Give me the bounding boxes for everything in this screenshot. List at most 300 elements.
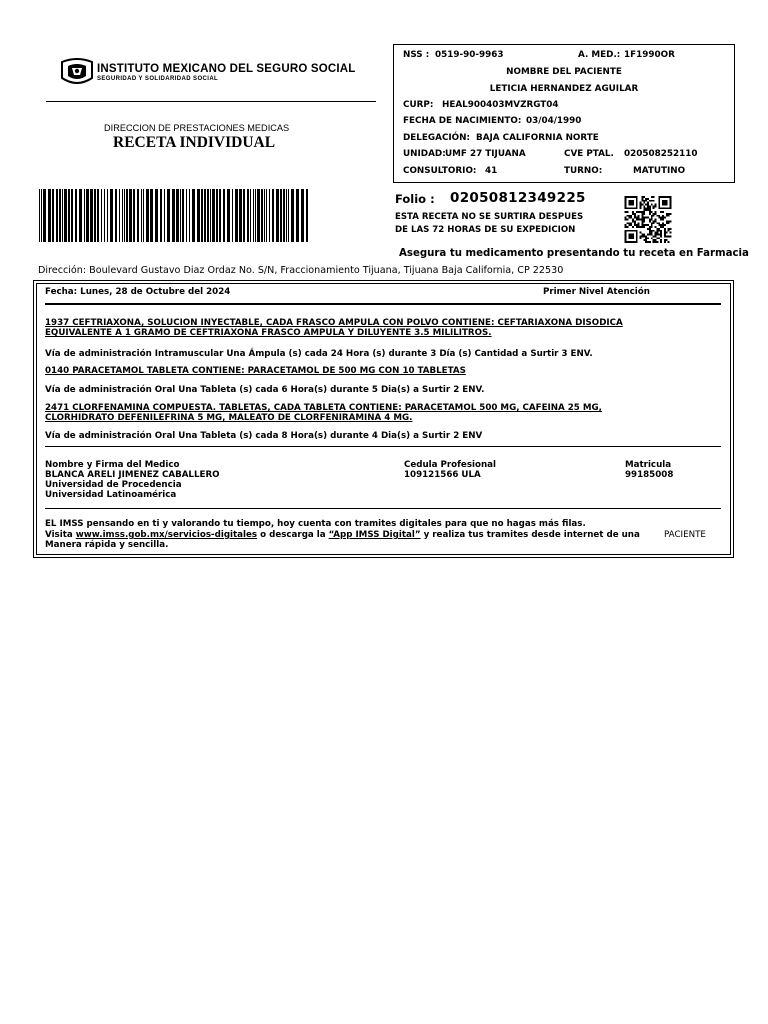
- medication-1-line2: EQUIVALENTE A 1 GRAMO DE CEFTRIAXONA FRASCO AMPULA Y DILUYENTE 3.5 MILILITROS.: [45, 328, 492, 338]
- qr-module: [626, 219, 628, 221]
- qr-module: [641, 204, 643, 206]
- barcode-bar: [84, 189, 85, 242]
- qr-module: [647, 202, 649, 204]
- qr-module: [649, 209, 651, 211]
- qr-module: [653, 239, 655, 241]
- qr-module: [655, 232, 657, 234]
- qr-module: [636, 219, 638, 221]
- qr-module: [626, 211, 628, 213]
- qr-module: [651, 230, 653, 232]
- qr-module: [662, 217, 664, 219]
- document-title: RECETA INDIVIDUAL: [113, 134, 276, 151]
- qr-module: [638, 217, 640, 219]
- barcode-bar: [126, 189, 128, 242]
- qr-module: [649, 205, 651, 207]
- qr-module: [653, 230, 655, 232]
- care-level: Primer Nivel Atención: [543, 287, 650, 297]
- barcode-bar: [301, 189, 304, 242]
- barcode-bar: [68, 189, 70, 242]
- copy-label: PACIENTE: [664, 530, 706, 540]
- qr-module: [658, 234, 660, 236]
- qr-module: [653, 205, 655, 207]
- qr-module: [636, 224, 638, 226]
- doctor-heading: Nombre y Firma del Medico: [45, 460, 180, 470]
- qr-module: [655, 234, 657, 236]
- qr-module: [658, 217, 660, 219]
- barcode-bar: [201, 189, 203, 242]
- qr-module: [670, 235, 672, 237]
- qr-module: [641, 220, 643, 222]
- remaining-text: y realiza tus tramites desde internet de una: [420, 530, 640, 540]
- qr-module: [666, 213, 668, 215]
- qr-module: [649, 219, 651, 221]
- date-divider: [45, 303, 721, 305]
- qr-module: [640, 235, 642, 237]
- barcode-bar: [223, 189, 225, 242]
- qr-module: [651, 211, 653, 213]
- qr-module: [660, 226, 662, 228]
- qr-module: [664, 241, 666, 243]
- qr-module: [638, 211, 640, 213]
- visit-text: Visita: [45, 530, 76, 540]
- qr-module: [641, 217, 643, 219]
- qr-module: [634, 220, 636, 222]
- qr-module: [658, 228, 660, 230]
- barcode-bar: [247, 189, 249, 242]
- qr-module: [628, 217, 630, 219]
- qr-module: [660, 235, 662, 237]
- qr-module: [651, 226, 653, 228]
- barcode-bar: [266, 189, 267, 242]
- qr-module: [647, 224, 649, 226]
- barcode-bar: [75, 189, 77, 242]
- qr-module: [670, 228, 672, 230]
- digital-services-line1: EL IMSS pensando en ti y valorando tu tiempo, hoy cuenta con tramites digitales para que no hagas más filas.: [45, 519, 586, 529]
- barcode-bar: [253, 189, 254, 242]
- qr-module: [634, 213, 636, 215]
- qr-module: [640, 237, 642, 239]
- qr-module: [647, 204, 649, 206]
- barcode-bar: [97, 189, 99, 242]
- qr-module: [630, 217, 632, 219]
- qr-module: [662, 224, 664, 226]
- barcode-bar: [124, 189, 125, 242]
- qr-module: [645, 198, 647, 200]
- qr-module: [655, 204, 657, 206]
- barcode-bar: [41, 189, 42, 242]
- qr-module: [630, 224, 632, 226]
- qr-module: [658, 224, 660, 226]
- qr-module: [655, 241, 657, 243]
- qr-module: [653, 200, 655, 202]
- qr-module: [656, 215, 658, 217]
- doctor-divider: [45, 508, 721, 509]
- barcode-bar: [115, 189, 117, 242]
- medication-1-line1: 1937 CEFTRIAXONA, SOLUCION INYECTABLE, CADA FRASCO AMPULA CON POLVO CONTIENE: CEFTARIAXONA DISODICA: [45, 318, 623, 328]
- qr-module: [651, 222, 653, 224]
- qr-module: [636, 211, 638, 213]
- qr-module: [649, 211, 651, 213]
- barcode-bar: [164, 189, 165, 242]
- qr-module: [626, 222, 628, 224]
- qr-module: [628, 224, 630, 226]
- qr-module: [643, 205, 645, 207]
- department-label: DIRECCION DE PRESTACIONES MEDICAS: [104, 123, 290, 133]
- barcode-bar: [48, 189, 51, 242]
- doctor-name: BLANCA ARELI JIMENEZ CABALLERO: [45, 470, 220, 480]
- qr-module: [662, 222, 664, 224]
- qr-module: [656, 222, 658, 224]
- consultorio-value: 41: [485, 166, 498, 176]
- qr-module: [660, 211, 662, 213]
- qr-module: [658, 222, 660, 224]
- qr-module: [640, 219, 642, 221]
- qr-module: [653, 222, 655, 224]
- qr-module: [645, 207, 647, 209]
- patient-name: LETICIA HERNANDEZ AGUILAR: [489, 84, 639, 94]
- barcode-bar: [227, 189, 230, 242]
- university-name: Universidad Latinoamérica: [45, 490, 177, 500]
- barcode-bar: [39, 189, 40, 242]
- qr-module: [651, 200, 653, 202]
- qr-module: [664, 234, 666, 236]
- barcode-bar: [160, 189, 162, 242]
- qr-module: [625, 219, 627, 221]
- qr-module: [634, 222, 636, 224]
- qr-module: [647, 234, 649, 236]
- medication-1-dosage: Vía de administración Intramuscular Una Ámpula (s) cada 24 Hora (s) durante 3 Día (s) Cantidad a Surtir 3 ENV.: [45, 349, 593, 359]
- qr-module: [662, 226, 664, 228]
- qr-module: [641, 234, 643, 236]
- barcode-bar: [250, 189, 251, 242]
- qr-module: [655, 213, 657, 215]
- qr-module: [653, 220, 655, 222]
- digital-services-line2: [45, 530, 640, 540]
- nss-label: NSS :: [403, 50, 430, 60]
- qr-module: [660, 219, 662, 221]
- barcode-bar: [239, 189, 242, 242]
- qr-module: [668, 230, 670, 232]
- qr-module: [647, 241, 649, 243]
- folio-number: 02050812349225: [450, 190, 586, 206]
- qr-module: [664, 224, 666, 226]
- qr-module: [651, 219, 653, 221]
- qr-module: [653, 196, 655, 198]
- qr-module: [641, 211, 643, 213]
- nss-value: 0519-90-9963: [435, 50, 504, 60]
- qr-module: [643, 239, 645, 241]
- qr-module: [649, 232, 651, 234]
- barcode-bar: [232, 189, 233, 242]
- barcode-bar: [119, 189, 120, 242]
- barcode-bar: [280, 189, 282, 242]
- qr-module: [668, 220, 670, 222]
- qr-module: [632, 213, 634, 215]
- barcode-bar: [283, 189, 285, 242]
- qr-module: [643, 213, 645, 215]
- barcode-bar: [122, 189, 123, 242]
- qr-module: [628, 200, 634, 206]
- qr-module: [666, 239, 668, 241]
- qr-module: [640, 205, 642, 207]
- qr-module: [655, 220, 657, 222]
- qr-module: [653, 213, 655, 215]
- medication-3-line1: 2471 CLORFENAMINA COMPUESTA. TABLETAS, CADA TABLETA CONTIENE: PARACETAMOL 500 MG, CAFEINA 25 MG,: [45, 403, 602, 413]
- qr-module: [634, 224, 636, 226]
- qr-module: [647, 228, 649, 230]
- barcode-bar: [79, 189, 82, 242]
- barcode-bar: [146, 189, 149, 242]
- qr-module: [660, 232, 662, 234]
- cedula-heading: Cedula Profesional: [404, 460, 496, 470]
- header-divider: [46, 101, 376, 102]
- barcode-bar: [59, 189, 61, 242]
- pharmacy-message: Asegura tu medicamento presentando tu receta en Farmacia: [399, 248, 749, 259]
- qr-module: [647, 237, 649, 239]
- barcode-bar: [150, 189, 153, 242]
- qr-module: [641, 196, 643, 198]
- qr-module: [643, 226, 645, 228]
- qr-module: [643, 211, 645, 213]
- consultorio-label: CONSULTORIO:: [403, 166, 477, 176]
- qr-module: [651, 217, 653, 219]
- qr-module: [625, 226, 627, 228]
- qr-module: [625, 217, 627, 219]
- qr-module: [670, 220, 672, 222]
- qr-module: [643, 202, 645, 204]
- qr-module: [647, 209, 649, 211]
- turno-label: TURNO:: [564, 166, 603, 176]
- barcode-bar: [291, 189, 294, 242]
- qr-module: [649, 220, 651, 222]
- qr-module: [668, 235, 670, 237]
- qr-module: [656, 241, 658, 243]
- barcode-bar: [272, 189, 274, 242]
- qr-module: [643, 235, 645, 237]
- qr-module: [625, 224, 627, 226]
- qr-module: [645, 241, 647, 243]
- barcode-bar: [137, 189, 139, 242]
- qr-module: [632, 211, 634, 213]
- qr-module: [664, 228, 666, 230]
- qr-module: [630, 215, 632, 217]
- qr-module: [640, 207, 642, 209]
- qr-module: [645, 200, 647, 202]
- qr-module: [655, 239, 657, 241]
- clinic-address: Dirección: Boulevard Gustavo Diaz Ordaz No. S/N, Fraccionamiento Tijuana, Tijuana Baja California, CP 22530: [38, 265, 564, 276]
- barcode-bar: [255, 189, 256, 242]
- barcode-bar: [189, 189, 190, 242]
- qr-module: [656, 230, 658, 232]
- qr-module: [649, 230, 651, 232]
- medication-2-line1: 0140 PARACETAMOL TABLETA CONTIENE: PARACETAMOL DE 500 MG CON 10 TABLETAS: [45, 366, 466, 376]
- qr-module: [628, 222, 630, 224]
- qr-module: [641, 226, 643, 228]
- imss-logo: [60, 58, 94, 86]
- qr-module: [641, 200, 643, 202]
- qr-module: [656, 232, 658, 234]
- institution-name: INSTITUTO MEXICANO DEL SEGURO SOCIAL: [97, 63, 356, 75]
- medication-2-dosage: Vía de administración Oral Una Tableta (s) cada 6 Hora(s) durante 5 Dia(s) a Surtir 2 ENV.: [45, 385, 485, 395]
- barcode-bar: [216, 189, 218, 242]
- qr-module: [638, 219, 640, 221]
- barcode-bar: [286, 189, 287, 242]
- prescription-box: [33, 280, 734, 558]
- qr-module: [647, 205, 649, 207]
- barcode-bar: [235, 189, 238, 242]
- qr-module: [641, 224, 643, 226]
- qr-module: [649, 226, 651, 228]
- qr-module: [641, 215, 643, 217]
- qr-module: [643, 207, 645, 209]
- qr-module: [645, 209, 647, 211]
- qr-module: [666, 235, 668, 237]
- barcode-bar: [207, 189, 209, 242]
- qr-module: [668, 213, 670, 215]
- prescription-inner-frame: [36, 283, 731, 555]
- qr-module: [626, 226, 628, 228]
- qr-module: [664, 232, 666, 234]
- barcode-bar: [167, 189, 170, 242]
- amed-value: 1F1990OR: [624, 50, 675, 60]
- barcode-bar: [143, 189, 144, 242]
- qr-module: [649, 234, 651, 236]
- qr-module: [651, 224, 653, 226]
- qr-module: [628, 215, 630, 217]
- qr-module: [640, 226, 642, 228]
- qr-module: [668, 241, 670, 243]
- medications-divider: [45, 446, 721, 447]
- qr-module: [655, 235, 657, 237]
- qr-module: [658, 230, 660, 232]
- qr-module: [645, 217, 647, 219]
- expiry-notice-line1: ESTA RECETA NO SE SURTIRA DESPUES: [395, 212, 584, 222]
- qr-module: [655, 211, 657, 213]
- qr-module: [634, 215, 636, 217]
- qr-module: [660, 224, 662, 226]
- qr-module: [640, 202, 642, 204]
- qr-module: [662, 200, 668, 206]
- barcode-bar: [219, 189, 221, 242]
- expiry-notice-line2: DE LAS 72 HORAS DE SU EXPEDICION: [395, 225, 576, 235]
- qr-module: [653, 215, 655, 217]
- patient-info-box: [393, 44, 735, 183]
- qr-module: [655, 226, 657, 228]
- qr-module: [649, 228, 651, 230]
- cve-label: CVE PTAL.: [564, 149, 614, 159]
- qr-module: [656, 234, 658, 236]
- qr-module: [643, 200, 645, 202]
- qr-module: [643, 217, 645, 219]
- barcode-bar: [182, 189, 184, 242]
- curp-value: HEAL900403MVZRGT04: [442, 100, 559, 110]
- qr-module: [638, 224, 640, 226]
- barcode-bar: [276, 189, 279, 242]
- university-label: Universidad de Procedencia: [45, 480, 182, 490]
- qr-module: [636, 226, 638, 228]
- qr-module: [649, 213, 651, 215]
- qr-module: [658, 215, 660, 217]
- qr-module: [640, 232, 642, 234]
- qr-module: [660, 234, 662, 236]
- barcode-bar: [141, 189, 142, 242]
- barcode-bar: [204, 189, 206, 242]
- barcode-bar: [90, 189, 93, 242]
- qr-module: [651, 196, 653, 198]
- qr-module: [638, 222, 640, 224]
- qr-module: [651, 215, 653, 217]
- barcode-bar: [101, 189, 102, 242]
- barcode-bar: [210, 189, 211, 242]
- qr-module: [641, 213, 643, 215]
- qr-module: [649, 207, 651, 209]
- qr-module: [625, 211, 627, 213]
- qr-module: [647, 198, 649, 200]
- barcode-bar: [296, 189, 299, 242]
- barcode-bar: [261, 189, 263, 242]
- qr-module: [649, 241, 651, 243]
- qr-module: [651, 237, 653, 239]
- digital-services-link[interactable]: www.imss.gob.mx/servicios-digitales: [75, 530, 258, 540]
- app-imss-link[interactable]: “App IMSS Digital”: [328, 530, 421, 540]
- qr-module: [664, 239, 666, 241]
- qr-module: [641, 219, 643, 221]
- barcode-bar: [104, 189, 105, 242]
- barcode-bar: [180, 189, 181, 242]
- unidad-value: UMF 27 TIJUANA: [445, 149, 526, 159]
- turno-value: MATUTINO: [633, 166, 686, 176]
- barcode-bar: [56, 189, 58, 242]
- digital-services-line3: Manera rápida y sencilla.: [45, 540, 169, 550]
- qr-module: [666, 220, 668, 222]
- qr-module: [638, 215, 640, 217]
- dob-value: 03/04/1990: [526, 116, 582, 126]
- qr-module: [660, 217, 662, 219]
- cedula-value: 109121566 ULA: [404, 470, 481, 480]
- qr-module: [653, 207, 655, 209]
- qr-module: [643, 234, 645, 236]
- barcode-bar: [155, 189, 158, 242]
- barcode-bar: [257, 189, 260, 242]
- qr-module: [645, 237, 647, 239]
- qr-module: [662, 215, 664, 217]
- qr-module: [664, 217, 666, 219]
- qr-module: [632, 219, 634, 221]
- qr-module: [664, 235, 666, 237]
- barcode-bar: [52, 189, 54, 242]
- qr-module: [660, 230, 662, 232]
- folio-barcode: [39, 189, 311, 242]
- qr-module: [658, 237, 660, 239]
- qr-module: [640, 204, 642, 206]
- barcode-bar: [186, 189, 187, 242]
- barcode-bar: [64, 189, 67, 242]
- qr-module: [670, 232, 672, 234]
- qr-module: [647, 217, 649, 219]
- qr-module: [641, 198, 643, 200]
- qr-module: [626, 215, 628, 217]
- qr-module: [645, 224, 647, 226]
- qr-module: [647, 207, 649, 209]
- qr-module: [643, 196, 645, 198]
- qr-module: [660, 239, 662, 241]
- folio-label: Folio :: [395, 192, 435, 206]
- cve-value: 020508252110: [624, 149, 698, 159]
- qr-module: [632, 226, 634, 228]
- barcode-bar: [94, 189, 96, 242]
- qr-module: [662, 211, 664, 213]
- prescription-date: Fecha: Lunes, 28 de Octubre del 2024: [45, 287, 231, 297]
